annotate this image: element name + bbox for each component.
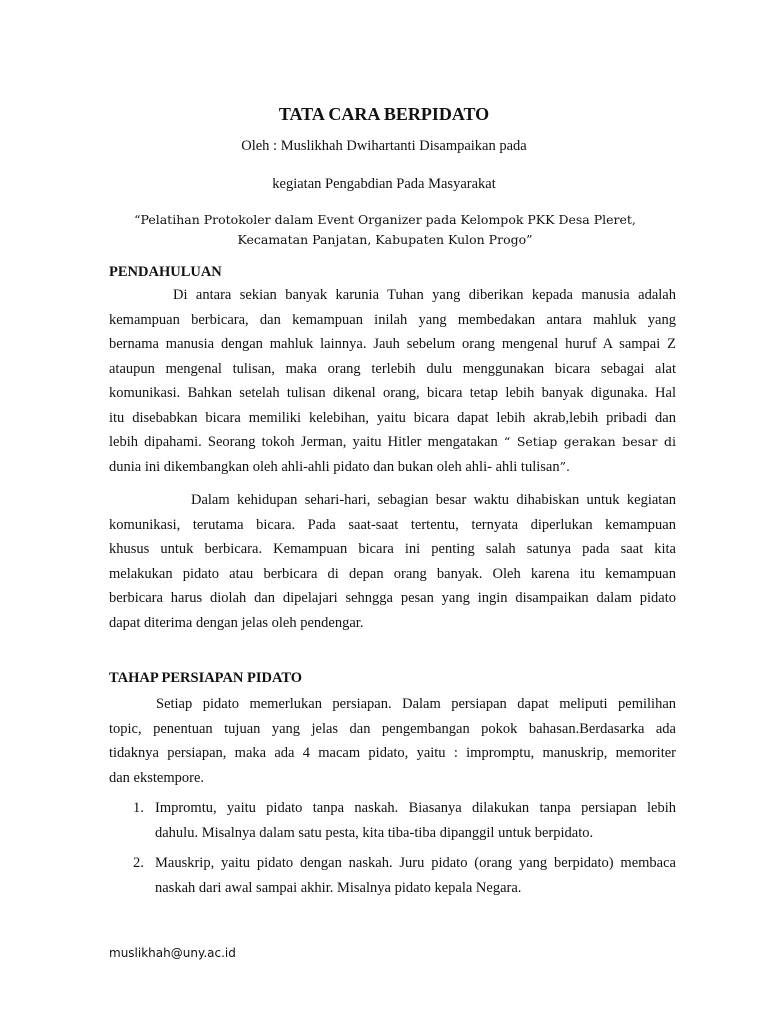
quote-segment: “ Setiap gerakan besar di	[503, 434, 677, 449]
text-line: dan ekstempore.	[109, 769, 205, 786]
event-line: kegiatan Pengabdian Pada Masyarakat	[272, 176, 496, 192]
speech-types-list	[109, 796, 676, 900]
heading-pendahuluan: PENDAHULUAN	[109, 264, 222, 280]
text-line	[109, 455, 676, 480]
text-line: naskah dari awal sampai akhir. Misalnya pidato kepala Negara.	[155, 879, 522, 896]
list-number: 1.	[133, 800, 144, 816]
paragraph-intro-2	[109, 488, 676, 635]
text-line: kemampuan berbicara, dan kemampuan inilah yang membedakan antara mahluk yang	[109, 311, 676, 328]
author-line: Oleh : Muslikhah Dwihartanti Disampaikan pada	[241, 138, 527, 154]
text-line: khusus untuk berbicara. Kemampuan bicara ini penting salah satunya pada saat kita	[109, 541, 676, 557]
text-line: komunikasi, terutama bicara. Pada saat-saat tertentu, ternyata diperlukan kemampuan	[109, 516, 676, 533]
text-line: Impromtu, yaitu pidato tanpa naskah. Biasanya dilakukan tanpa persiapan lebih	[155, 800, 676, 816]
footer-email: muslikhah@uny.ac.id	[109, 946, 236, 960]
text-line: dahulu. Misalnya dalam satu pesta, kita tiba-tiba dipanggil untuk berpidato.	[155, 824, 594, 841]
text-line: Setiap pidato memerlukan persiapan. Dalam persiapan dapat meliputi pemilihan	[156, 696, 676, 712]
document-title: TATA CARA BERPIDATO	[278, 104, 490, 124]
text-line: bernama manusia dengan mahluk lainnya. Jauh sebelum orang mengenal huruf A sampai Z	[109, 336, 676, 352]
paragraph-prep-1	[109, 692, 676, 790]
text-line: komunikasi. Bahkan setelah tulisan dikenal orang, bicara tetap lebih banyak digunaka. Hal	[109, 385, 676, 401]
text-line: Di antara sekian banyak karunia Tuhan yang diberikan kepada manusia adalah	[173, 287, 676, 303]
list-item	[109, 796, 676, 845]
text-line: topic, penentuan tujuan yang jelas dan pengembangan pokok bahasan.Berdasarka ada	[109, 720, 676, 737]
text-segment: lebih dipahami. Seorang tokoh Jerman, yaitu Hitler mengatakan	[109, 434, 504, 450]
text-line: tidaknya persiapan, maka ada 4 macam pidato, yaitu : impromptu, manuskrip, memoriter	[109, 745, 676, 761]
quote-line-2: Kecamatan Panjatan, Kabupaten Kulon Progo”	[237, 232, 533, 247]
text-line: Mauskrip, yaitu pidato dengan naskah. Juru pidato (orang yang berpidato) membaca	[155, 855, 676, 871]
text-line: itu disebabkan bicara memiliki kelebihan, yaitu bicara dapat lebih akrab,lebih pribadi dan	[109, 409, 676, 426]
list-item	[109, 851, 676, 900]
text-segment: dunia ini dikembangkan oleh ahli-ahli pidato dan bukan oleh ahli- ahli tulisan	[109, 458, 560, 475]
text-line: berbicara harus diolah dan dipelajari sehngga pesan yang ingin disampaikan dalam pidato	[109, 590, 676, 606]
text-line	[109, 430, 676, 455]
event-quote	[130, 210, 640, 250]
list-number: 2.	[133, 855, 144, 871]
quote-segment: ”.	[559, 458, 570, 474]
text-line: Dalam kehidupan sehari-hari, sebagian besar waktu dihabiskan untuk kegiatan	[191, 492, 676, 508]
paragraph-intro-1	[109, 283, 676, 479]
text-line: ataupun mengenal tulisan, maka orang terlebih dulu menggunakan bicara sebagai alat	[109, 360, 676, 377]
text-line: melakukan pidato atau berbicara di depan orang banyak. Oleh karena itu kemampuan	[109, 565, 676, 582]
heading-tahap-persiapan: TAHAP PERSIAPAN PIDATO	[109, 670, 303, 686]
text-line: dapat diterima dengan jelas oleh pendengar.	[109, 614, 364, 631]
quote-line-1: “Pelatihan Protokoler dalam Event Organizer pada Kelompok PKK Desa Pleret,	[134, 212, 636, 227]
